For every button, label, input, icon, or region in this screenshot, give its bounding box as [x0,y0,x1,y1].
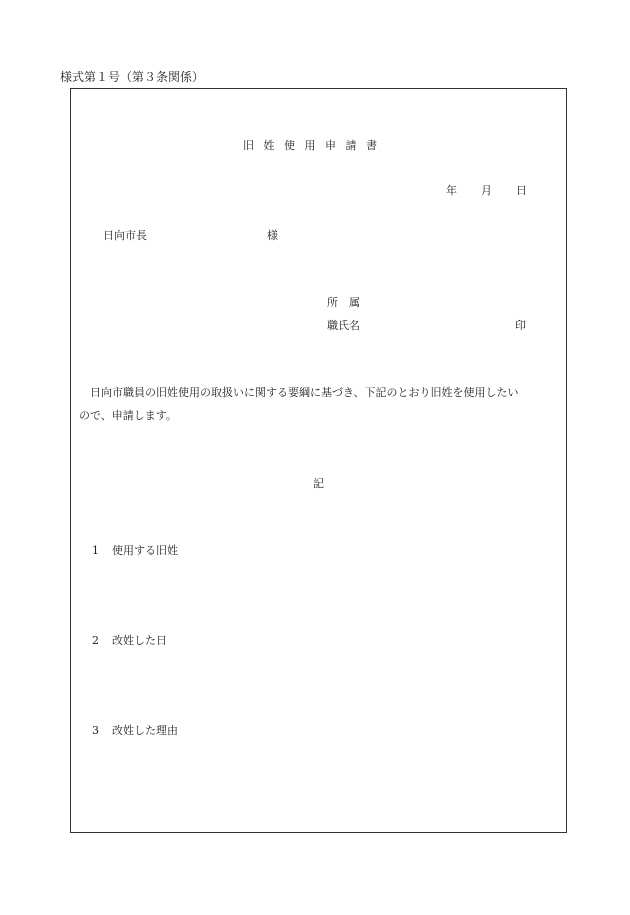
item-3-number: 3 [92,724,99,737]
date-year-label: 年 [446,184,457,197]
item-2-label: 改姓した日 [112,634,167,647]
form-title: 旧姓使用申請書 [243,139,387,152]
item-1-number: 1 [92,544,99,557]
item-1-label: 使用する旧姓 [112,544,178,557]
seal-label: 印 [515,319,526,332]
addressee-name: 日向市長 [103,229,147,242]
body-line-2: ので、申請します。 [79,409,177,422]
body-line-1: 日向市職員の旧姓使用の取扱いに関する要綱に基づき、下記のとおり旧姓を使用したい [90,386,519,399]
date-day-label: 日 [516,184,527,197]
item-2-number: 2 [92,634,99,647]
form-number-label: 様式第１号（第３条関係） [60,70,205,84]
ki-heading: 記 [313,477,324,490]
addressee-honorific: 様 [267,229,278,242]
name-label: 職氏名 [327,319,360,332]
form-frame [70,88,567,833]
department-label: 所 属 [327,296,360,309]
item-3-label: 改姓した理由 [112,724,178,737]
date-month-label: 月 [481,184,492,197]
